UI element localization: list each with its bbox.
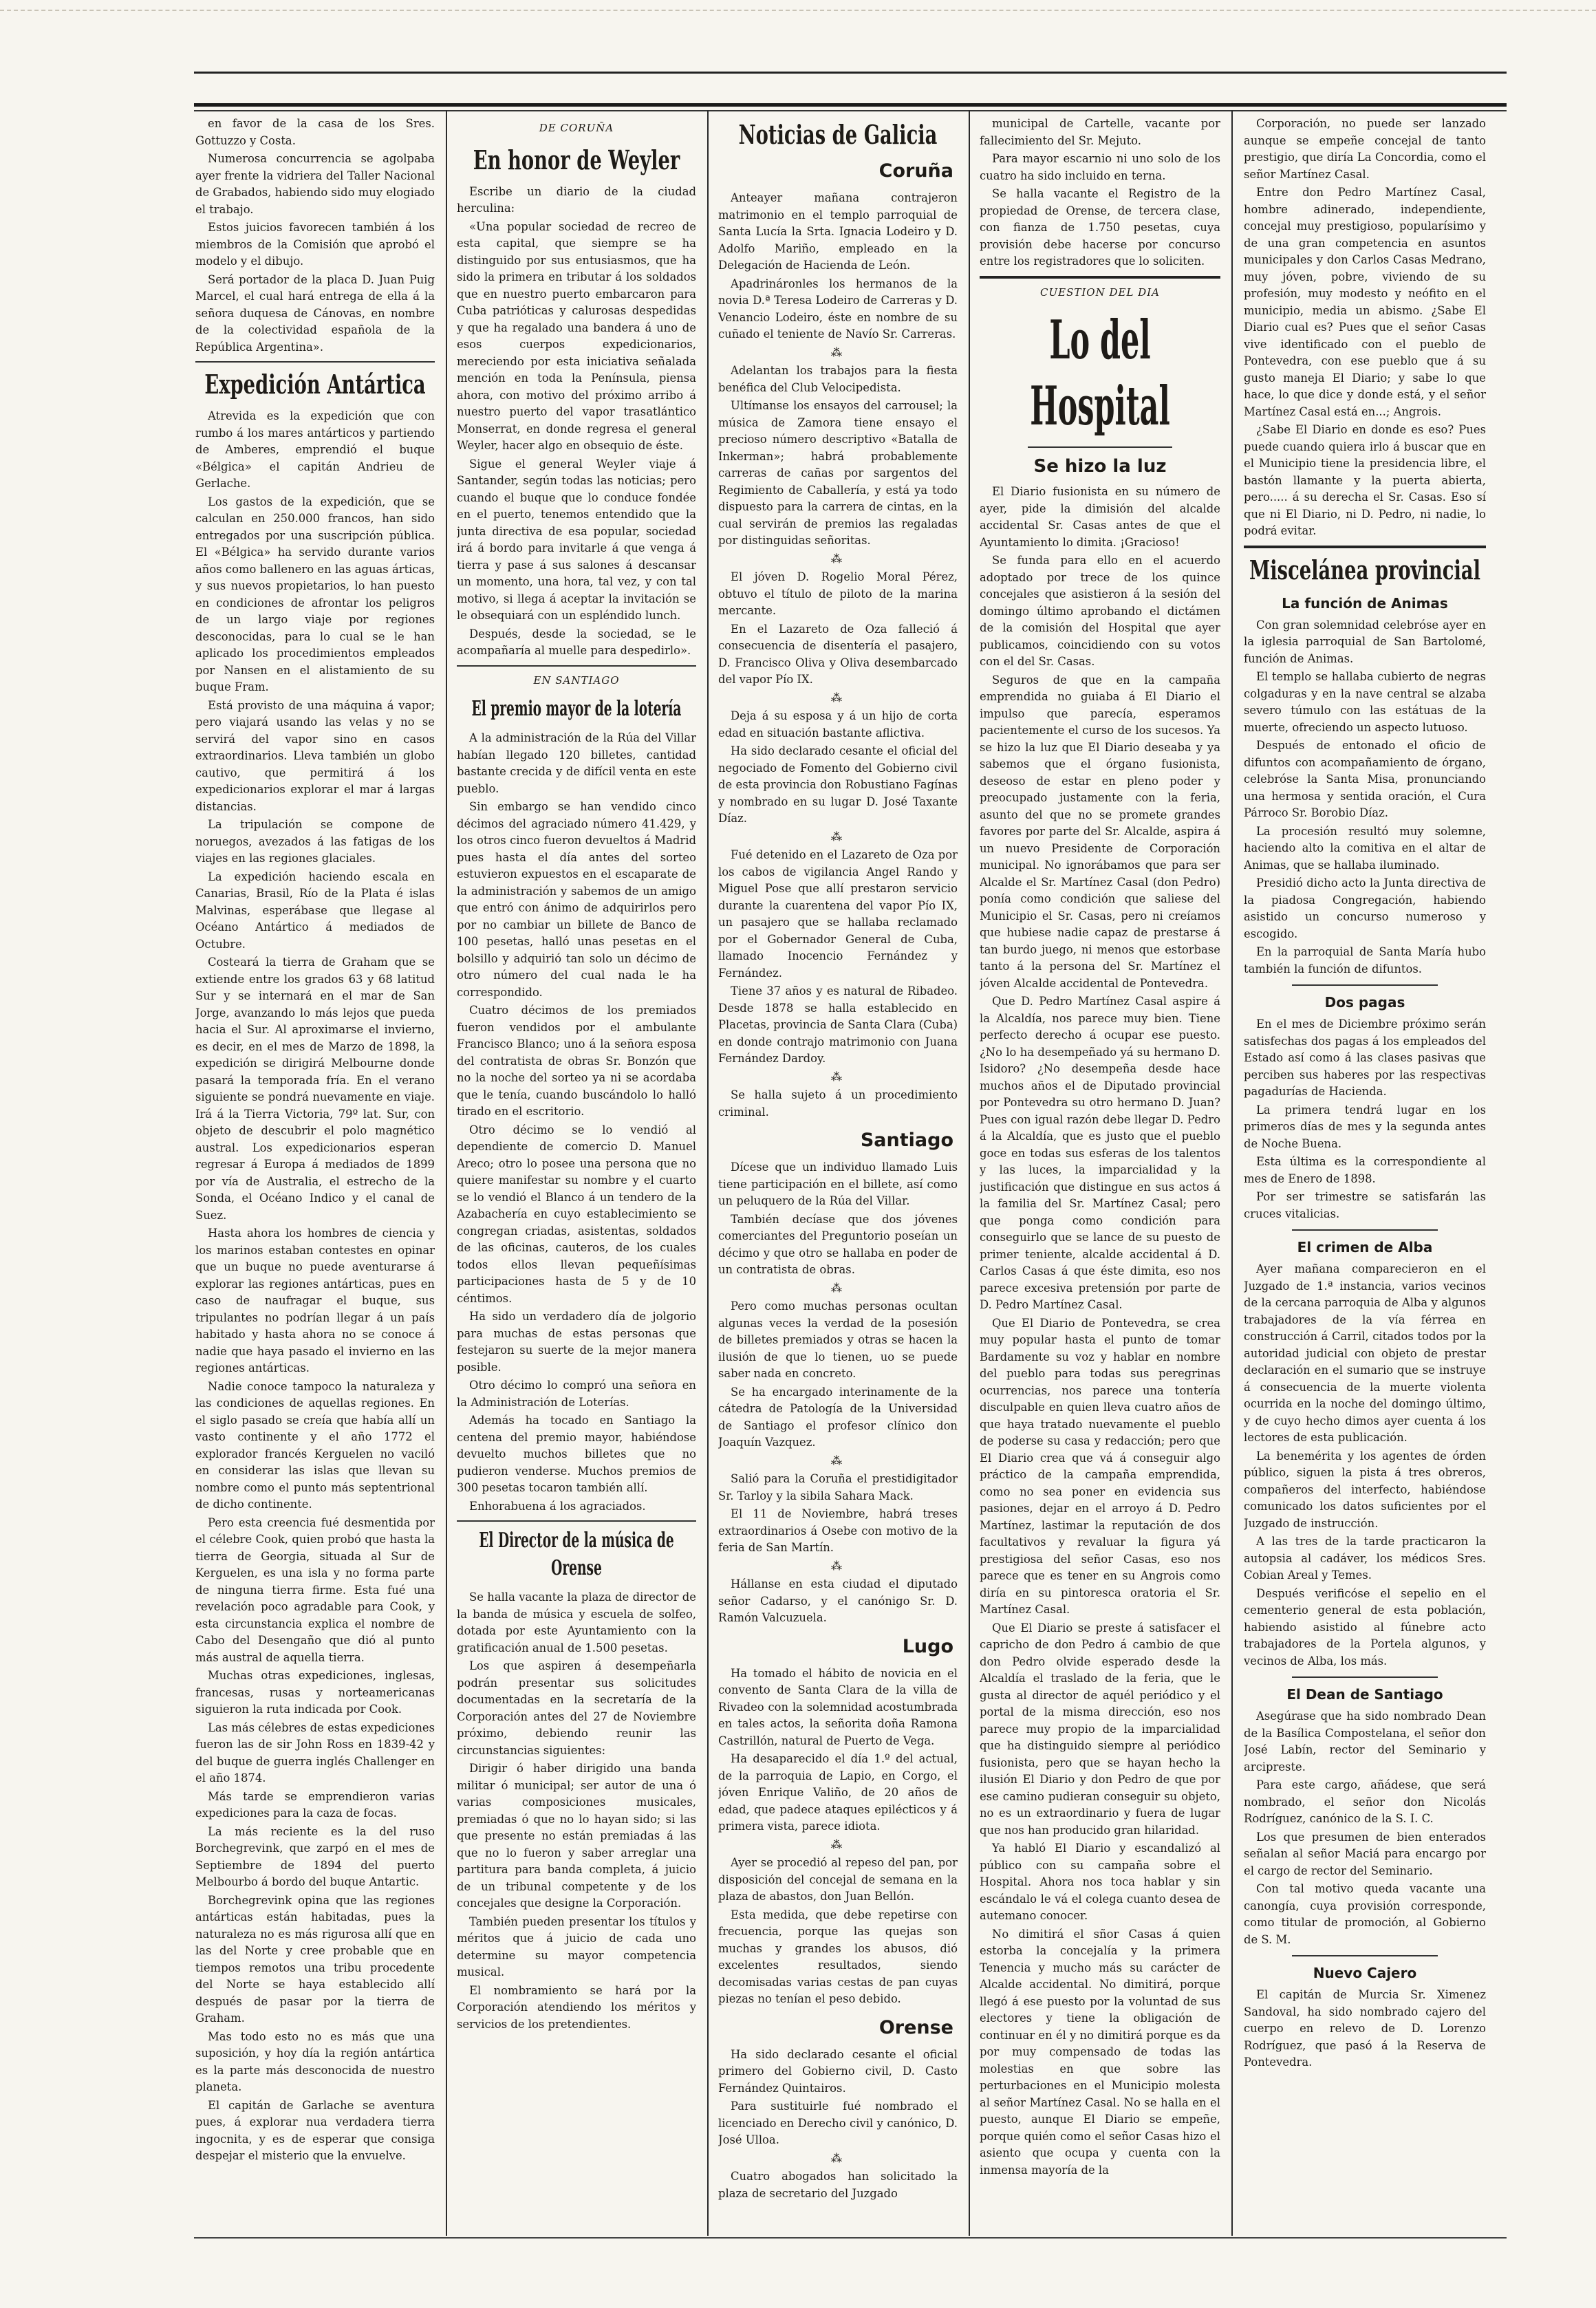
paragraph: Será portador de la placa D. Juan Puig Marcel, el cual hará entrega de ella á la señora duquesa de Cánovas, en nombre de la colectividad española de la República Argentina». bbox=[195, 272, 435, 354]
column-divider bbox=[1231, 110, 1233, 2236]
article-weyler-body bbox=[457, 184, 696, 660]
paragraph: Seguros de que en la campaña emprendida no guiaba á El Diario el impulso que parecía, esperamos pacientemente el curso de los sucesos. Ya se hizo la luz que El Diario deseaba y ya sabemos que el órgano fusionista, deseoso de estar en pleno poder y preocupado justamente con la feria, asunto del que no se promete grandes favores por parte del Sr. Alcalde, aspira á un nuevo Presidente de Corporación municipal. No ignorábamos que para ser Alcalde el Sr. Martínez Casal (don Pedro) ponía como condición que saliese del Municipio el Sr. Casas, pero ni creíamos que hubiese nadie capaz de prestarse á tan burdo juego, ni menos que estorbase tanto á la persona del Sr. Martínez el jóven Alcalde accidental de Pontevedra. bbox=[980, 673, 1220, 990]
paragraph: «Una popular sociedad de recreo de esta capital, que siempre se ha distinguido por sus entusiasmos, que ha sido la primera en tributar á los soldados que en nuestro puerto embarcaron para Cuba patrióticas y calurosas despedidas y que ha regalado una bandera á uno de esos cuerpos expedicionarios, mereciendo por esta iniciativa señalada mención en toda la Península, piensa ahora, con motivo del próximo arribo á nuestro puerto del vapor trasatlántico Monserrat, en donde regresa el general Weyler, hacer algo en obsequio de éste. bbox=[457, 219, 696, 452]
paragraph: En el mes de Diciembre próximo serán satisfechas dos pagas á los empleados del Estado así como á las clases pasivas que perciben sus haberes por las respectivas pagadurías de Hacienda. bbox=[1244, 1017, 1486, 1098]
paragraph: Nadie conoce tampoco la naturaleza y las condiciones de aquellas regiones. En el siglo pasado se creía que había allí un vasto continente y el año 1772 el explorador francés Kerguelen no vaciló en considerar las islas que llevan su nombre como el punto más septentrional de dicho continente. bbox=[195, 1379, 435, 1511]
paragraph: Además ha tocado en Santiago la centena del premio mayor, habiéndose devuelto muchos billetes que no pudieron venderse. Muchos premios de 300 pesetas tocaron también allí. bbox=[457, 1414, 696, 1494]
section-rule bbox=[457, 1520, 696, 1522]
paragraph: Sin embargo se han vendido cinco décimos del agraciado número 41.429, y los otros cinco fueron devueltos á Madrid pues hasta el día antes del sorteo estuvieron expuestos en el escaparate de la administración y sabemos de un amigo que entró con ánimo de adquirirlos pero por no cambiar un billete de Banco de 100 pesetas, halló unas pesetas en el bolsillo y adquirió tan solo un décimo de otro número del cual nada le ha correspondido. bbox=[457, 800, 696, 999]
section-santiago: Santiago bbox=[860, 1130, 953, 1151]
asterism-separator: ⁂ bbox=[830, 1559, 845, 1573]
column-2 bbox=[457, 116, 696, 2228]
paragraph: Que El Diario se preste á satisfacer el capricho de don Pedro á cambio de que don Pedro olvide esperado desde la Alcaldía el traslado de la feria, que le gusta al director de aquél periódico y el portal de la misma dirección, eso nos parece muy propio de la imparcialidad que ha distinguido siempre al periódico fusionista, pero que se hayan hecho la ilusión El Diario y don Pedro de que por ese camino pudieran conseguir su objeto, no es un extraordinario y fuera de lugar que nos han producido gran hilaridad. bbox=[980, 1621, 1220, 1837]
paragraph: Dícese que un individuo llamado Luis tiene participación en el billete, así como un peluquero de la Rúa del Villar. bbox=[718, 1161, 958, 1207]
column-1-intro bbox=[195, 116, 435, 356]
paragraph: Dirigir ó haber dirigido una banda militar ó municipal; ser autor de una ó varias composiciones musicales, premiadas ó que no lo hayan sido; si las que presente no están premiadas á las que no lo fueron y saber arreglar una partitura para banda completa, á juicio de un tribunal competente y de los concejales que designe la Corporación. bbox=[457, 1762, 696, 1910]
paragraph: Para mayor escarnio ni uno solo de los cuatro ha sido incluido en terna. bbox=[980, 152, 1220, 182]
section-rule bbox=[195, 361, 435, 363]
section-santiago-body bbox=[718, 1159, 958, 1627]
paragraph: Ayer se procedió al repeso del pan, por disposición del concejal de semana en la plaza de abastos, don Juan Bellón. bbox=[718, 1856, 958, 1903]
paragraph: Otro décimo se lo vendió al dependiente de comercio D. Manuel Areco; otro lo posee una persona que no quiere manifestar su nombre y el cuarto se lo vendió el Blanco á un tendero de la Azabachería en cuyo establecimiento se congregan criadas, asistentas, soldados de las oficinas, cauteros, de los cuales todos ellos llevan pequeñísimas participaciones hasta de 5 y de 10 céntimos. bbox=[457, 1123, 696, 1305]
paragraph: El jóven D. Rogelio Moral Pérez, obtuvo el título de piloto de la marina mercante. bbox=[718, 570, 958, 617]
paragraph: Cuatro abogados han solicitado la plaza de secretario del Juzgado bbox=[718, 2170, 958, 2200]
paragraph: Entre don Pedro Martínez Casal, hombre adinerado, independiente, concejal muy prestigioso, popularísimo y de una gran competencia en asuntos municipales y don Carlos Casas Medrano, muy jóven, pobre, viviendo de su profesión, muy modesto y neófito en el municipio, media un abismo. ¿Sabe El Diario cual es? Pues que el señor Casas vive identificado con el pueblo de Pontevedra, con ese pueblo que á su gusto maneja El Diario; y sabe lo que hace, lo que dice y donde está, y el señor Martínez Casal está en...; Angrois. bbox=[1244, 186, 1486, 418]
headline-director-musica: El Director de la música de Orense bbox=[479, 1529, 674, 1580]
paragraph: Más tarde se emprendieron varias expediciones para la caza de focas. bbox=[195, 1789, 435, 1820]
column-5-intro bbox=[1244, 116, 1486, 540]
section-rule bbox=[980, 276, 1220, 279]
kicker-de-coruna: DE CORUÑA bbox=[539, 122, 614, 134]
column-5 bbox=[1244, 116, 1486, 2228]
paragraph: Otro décimo lo compró una señora en la Administración de Loterías. bbox=[457, 1379, 696, 1409]
paragraph: La benemérita y los agentes de órden público, siguen la pista á tres obreros, compañeros del interfecto, habiéndose comunicado los datos suficientes por el Juzgado de instrucción. bbox=[1244, 1449, 1486, 1530]
column-divider bbox=[707, 110, 709, 2236]
section-dean-de-santiago: El Dean de Santiago bbox=[1286, 1686, 1443, 1703]
paragraph: Ultímanse los ensayos del carrousel; la música de Zamora tiene ensayo el precioso número descriptivo «Batalla de Inkerman»; habrá probablemente carreras de cañas por sargentos del Regimiento de Caballería, y está ya todo dispuesto para la carrera de cintas, en la cual servirán de premios las regaladas por distinguidas señoritas. bbox=[718, 399, 958, 547]
paragraph: Estos juicios favorecen también á los miembros de la Comisión que aprobó el modelo y el dibujo. bbox=[195, 221, 435, 268]
paragraph: Por ser trimestre se satisfarán las cruces vitalicias. bbox=[1244, 1190, 1486, 1220]
paragraph: También pueden presentar los títulos y méritos que á juicio de cada uno determine su mayor competencia musical. bbox=[457, 1915, 696, 1978]
paragraph: Borchegrevink opina que las regiones antárticas están habitadas, pues la naturaleza no es más rigurosa allí que en las del Norte y cree probable que en tiempos remotos una tribu procedente del Norte se haya establecido allí después de pasar por la tierra de Graham. bbox=[195, 1893, 435, 2025]
paragraph: Pero como muchas personas ocultan algunas veces la verdad de la posesión de billetes premiados y otras se hacen la ilusión de que lo tienen, uo se puede saber nada en concreto. bbox=[718, 1299, 958, 1380]
article-loteria-body bbox=[457, 730, 696, 1515]
paragraph: Atrevida es la expedición que con rumbo á los mares antárticos y partiendo de Amberes, emprendió el buque «Bélgica» el capitán Andrieu de Gerlache. bbox=[195, 409, 435, 490]
paragraph: Se ha encargado interinamente de la cátedra de Patología de la Universidad de Santiago el profesor clínico don Joaquín Vazquez. bbox=[718, 1385, 958, 1449]
paragraph: Ayer mañana comparecieron en el Juzgado de 1.ª instancia, varios vecinos de la cercana parroquia de Alba y algunos trabajadores de la vía férrea en construcción á Carril, citados todos por la autoridad judicial con objeto de prestar declaración en el sumario que se instruye á consecuencia de la muerte violenta ocurrida en la noche del domingo último, y de cuyo hecho dimos ayer cuenta á los lectores de esta publicación. bbox=[1244, 1262, 1486, 1444]
asterism-separator: ⁂ bbox=[830, 1281, 845, 1295]
paragraph: El 11 de Noviembre, habrá treses extraordinarios á Osebe con motivo de la feria de San Martín. bbox=[718, 1507, 958, 1554]
column-1 bbox=[195, 116, 435, 2228]
asterism-separator: ⁂ bbox=[830, 1070, 845, 1083]
paragraph: El capitán de Garlache se aventura pues, á explorar nua verdadera tierra ingocnita, y es de esperar que consiga despejar el misterio que la envuelve. bbox=[195, 2098, 435, 2162]
asterism-separator: ⁂ bbox=[830, 1837, 845, 1851]
paragraph: Muchas otras expediciones, inglesas, francesas, rusas y norteamericanas siguieron la ruta indicada por Cook. bbox=[195, 1669, 435, 1716]
section-rule bbox=[1028, 446, 1172, 448]
paragraph: El nombramiento se hará por la Corporación atendiendo los méritos y servicios de los pretendientes. bbox=[457, 1983, 696, 2031]
paragraph: Para este cargo, añádese, que será nombrado, el señor don Nicolás Rodríguez, canónico de la S. I. C. bbox=[1244, 1778, 1486, 1825]
header-rule bbox=[194, 72, 1507, 74]
asterism-separator: ⁂ bbox=[830, 691, 845, 704]
section-nuevo-cajero: Nuevo Cajero bbox=[1313, 1965, 1417, 1981]
column-4 bbox=[980, 116, 1220, 2228]
kicker-en-santiago: EN SANTIAGO bbox=[533, 673, 620, 687]
section-lugo: Lugo bbox=[902, 1635, 953, 1657]
paragraph: Ha desaparecido el día 1.º del actual, de la parroquia de Lapio, en Corgo, el jóven Enrique Valiño, de 20 años de edad, que padece ataques epilécticos y á primera vista, parece idiota. bbox=[718, 1752, 958, 1833]
footer-rule bbox=[194, 2237, 1507, 2239]
paragraph: Ha tomado el hábito de novicia en el convento de Santa Clara de la villa de Rivadeo con la solemnidad acostumbrada en tales actos, la señorita doña Ramona Castrillón, natural de Puerto de Vega. bbox=[718, 1666, 958, 1747]
paragraph: Escribe un diario de la ciudad herculina: bbox=[457, 184, 696, 215]
paragraph: A la administración de la Rúa del Villar habían llegado 120 billetes, cantidad bastante crecida y de difícil venta en este pueblo. bbox=[457, 731, 696, 795]
asterism-separator: ⁂ bbox=[830, 2151, 845, 2165]
paragraph: Asegúrase que ha sido nombrado Dean de la Basílica Compostelana, el señor don José Labín, rector del Seminario y arcipreste. bbox=[1244, 1710, 1486, 1773]
paragraph: Presidió dicho acto la Junta directiva de la piadosa Congregación, habiendo asistido un concurso numeroso y escogido. bbox=[1244, 876, 1486, 940]
paragraph: Esta medida, que debe repetirse con frecuencia, porque las quejas son muchas y grandes los abusos, dió excelentes resultados, siendo decomisadas varias cestas de pan cuyas piezas no tenían el peso debido. bbox=[718, 1908, 958, 2005]
paragraph: La tripulación se compone de noruegos, avezados á las fatigas de los viajes en las regiones glaciales. bbox=[195, 818, 435, 865]
section-coruna: Coruña bbox=[878, 160, 953, 182]
kicker-cuestion-del-dia: CUESTION DEL DIA bbox=[1040, 285, 1160, 299]
headline-expedicion-antartica: Expedición Antártica bbox=[204, 369, 426, 400]
section-rule bbox=[1292, 984, 1437, 986]
paragraph: Pero esta creencia fué desmentida por el célebre Cook, quien probó que hasta la tierra de Georgia, situada al Sur de Kerguelen, es una isla y no forma parte de ninguna tierra firme. Esta fué una revelación poco agradable para Cook, y esta circunstancia explica el nombre de Cabo del Desengaño que dió al punto más austral de aquella tierra. bbox=[195, 1516, 435, 1664]
paragraph: Las más célebres de estas expediciones fueron las de sir John Ross en 1839-42 y del buque de guerra inglés Challenger en el año 1874. bbox=[195, 1721, 435, 1784]
section-coruna-body bbox=[718, 190, 958, 1121]
section-orense: Orense bbox=[878, 2016, 953, 2038]
paragraph: Que El Diario de Pontevedra, se crea muy popular hasta el punto de tomar Bardamente su voz y hablar en nombre del pueblo para todas sus peregrinas ocurrencias, nos parece una tontería disculpable en quien lleva cuatro años de que haya tratado nuevamente el pueblo de poderse su casa y redacción; pero que El Diario crea que vá á conseguir algo práctico de la campaña emprendida, como no sea poner en evidencia sus pasiones, dejar en el arroyo á D. Pedro Martínez, lastimar la reputación de dos facultativos y revaluar la figura yá prestigiosa del señor Casas, eso nos parece que es tener en su Angrois como diría en su pintoresca oratoria el Sr. Martínez Casal. bbox=[980, 1316, 1220, 1616]
paragraph: Cuatro décimos de los premiados fueron vendidos por el ambulante Francisco Blanco; uno á la señora esposa del contratista de obras Sr. Bonzón que no la noche del sorteo ya ni se acordaba que le tenía, cuando buscándolo lo halló tirado en el escritorio. bbox=[457, 1004, 696, 1118]
paragraph: Para sustituirle fué nombrado el licenciado en Derecho civil y canónico, D. José Ulloa. bbox=[718, 2100, 958, 2146]
paragraph: municipal de Cartelle, vacante por fallecimiento del Sr. Mejuto. bbox=[980, 117, 1220, 147]
section-rule bbox=[1292, 1955, 1437, 1956]
paragraph: ¿Sabe El Diario en donde es eso? Pues puede cuando quiera irlo á buscar que en el Municipio tiene la presidencia libre, el bastón llamante y la puerta abierta, pero..... á su derecha el Sr. Casas. Eso sí que ni El Diario, ni D. Pedro, ni nadie, lo podrá evitar. bbox=[1244, 423, 1486, 537]
scan-edge bbox=[0, 0, 1596, 11]
paragraph: Los que aspiren á desempeñarla podrán presentar sus solicitudes documentadas en la secretaría de la Corporación antes del 27 de Noviembre próximo, debiendo reunir las circunstancias siguientes: bbox=[457, 1659, 696, 1757]
section-rule bbox=[1292, 1229, 1437, 1231]
paragraph: Esta última es la correspondiente al mes de Enero de 1898. bbox=[1244, 1155, 1486, 1185]
column-4-intro bbox=[980, 116, 1220, 270]
paragraph: Tiene 37 años y es natural de Ribadeo. Desde 1878 se halla establecido en Placetas, provincia de Santa Clara (Cuba) en donde contrajo matrimonio con Juana Fernández Dardoy. bbox=[718, 984, 958, 1065]
paragraph: Deja á su esposa y á un hijo de corta edad en situación bastante aflictiva. bbox=[718, 709, 958, 740]
section-lugo-body bbox=[718, 1665, 958, 2008]
paragraph: Hasta ahora los hombres de ciencia y los marinos estaban contestes en opinar que un buque no puede aventurarse á explorar las regiones antárticas, pues en caso de naufragar el buque, sus tripulantes no podrían llegar á un país habitado y hasta ahora no se conoce á nadie que haya pasado el invierno en las regiones antárticas. bbox=[195, 1227, 435, 1374]
paragraph: Costeará la tierra de Graham que se extiende entre los grados 63 y 68 latitud Sur y se internará en el mar de San Jorge, avanzando lo más lejos que pueda hacia el Sur. Al aproximarse el invierno, es decir, en el mes de Marzo de 1898, la expedición se dirigirá Melbourne donde pasará la temporada fría. En el verano siguiente se pondrá nuevamente en viaje. Irá á la Tierra Victoria, 79º lat. Sur, con objeto de descubrir el polo magnético austral. Los expedicionarios esperan regresar á Europa á mediados de 1899 por vía de Australia, el estrecho de la Sonda, el Océano Indico y el canal de Suez. bbox=[195, 956, 435, 1222]
headline-noticias-de-galicia: Noticias de Galicia bbox=[738, 119, 938, 150]
paragraph: en favor de la casa de los Sres. Gottuzzo y Costa. bbox=[195, 117, 435, 147]
paragraph: Apadrináronles los hermanos de la novia D.ª Teresa Lodeiro de Carreras y D. Venancio Lodeiro, éste en nombre de su cuñado el teniente de Navío Sr. Carreras. bbox=[718, 277, 958, 341]
paragraph: También decíase que dos jóvenes comerciantes del Preguntorio poseían un décimo y que otro se hallaba en poder de un contratista de obras. bbox=[718, 1212, 958, 1276]
paragraph: Corporación, no puede ser lanzado aunque se empeñe concejal de tanto prestigio, que diría La Concordia, como el señor Martínez Casal. bbox=[1244, 117, 1486, 181]
paragraph: Se funda para ello en el acuerdo adoptado por trece de los quince concejales que asistieron á la sesión del domingo último aprobando el dictámen de la comisión del Hospital que ayer publicamos, coincidiendo con su votos con el del Sr. Casas. bbox=[980, 554, 1220, 668]
section-dean-body bbox=[1244, 1708, 1486, 1948]
paragraph: Está provisto de una máquina á vapor; pero viajará usando las velas y no se servirá del vapor sino en casos extraordinarios. Lleva también un globo cautivo, que permitirá á los expedicionarios explorar el mar á largas distancias. bbox=[195, 698, 435, 813]
article-hospital-body bbox=[980, 484, 1220, 2179]
paragraph: Ha sido declarado cesante el oficial primero del Gobierno civil, D. Casto Fernández Quintairos. bbox=[718, 2047, 958, 2095]
paragraph: Después de entonado el oficio de difuntos con acompañamiento de órgano, celebróse la Santa Misa, pronunciando una hermosa y sentida oración, el Cura Párroco Sr. Borobio Díaz. bbox=[1244, 739, 1486, 819]
paragraph: Ya habló El Diario y escandalizó al público con su campaña sobre el Hospital. Ahora nos toca hablar y sin escándalo le vá el colega cuanto desea de autemano conocer. bbox=[980, 1842, 1220, 1922]
header-rule-thick bbox=[194, 103, 1507, 107]
section-rule bbox=[1244, 546, 1486, 548]
section-cajero-body bbox=[1244, 1987, 1486, 2071]
section-alba-body bbox=[1244, 1261, 1486, 1670]
paragraph: Anteayer mañana contrajeron matrimonio en el templo parroquial de Santa Lucía la Srta. Ignacia Lodeiro y D. Adolfo Mariño, empleado en la Delegación de Hacienda de León. bbox=[718, 191, 958, 272]
section-crimen-de-alba: El crimen de Alba bbox=[1297, 1239, 1433, 1255]
headline-premio-mayor: El premio mayor de la lotería bbox=[471, 697, 682, 721]
paragraph: Mas todo esto no es más que una suposición, y hoy día la región antártica es la parte más desconocida de nuestro planeta. bbox=[195, 2029, 435, 2093]
section-rule bbox=[1292, 1676, 1437, 1678]
paragraph: Ha sido un verdadero día de jolgorio para muchas de estas personas que festejaron su suerte de la mejor manera posible. bbox=[457, 1310, 696, 1374]
paragraph: Que D. Pedro Martínez Casal aspire á la Alcaldía, nos parece muy bien. Tiene perfecto derecho á ocupar ese puesto. ¿No lo ha desempeñado yá su hermano D. Isidoro? ¿No desempeña desde hace muchos años el de Diputado provincial por Pontevedra su otro hermano D. Juan? Pues con igual razón debe llegar D. Pedro á la Alcaldía, que es justo que el pueblo goce en todas sus esferas de los talentos y las luces, la imparcialidad y la justificación que distingue en sus actos á la familia del Sr. Martínez Casal; pero que ponga como condición para conseguirlo que se lance de su puesto de primer teniente, alcalde accidental á D. Carlos Casas á que éste dimita, eso nos parece excesiva pretensión por parte de D. Pedro Martínez Casal. bbox=[980, 995, 1220, 1311]
section-pagas-body bbox=[1244, 1016, 1486, 1222]
paragraph: El templo se hallaba cubierto de negras colgaduras y en la nave central se alzaba severo túmulo con las estátuas de la muerte, ofreciendo un aspecto lutuoso. bbox=[1244, 670, 1486, 734]
paragraph: Después verificóse el sepelio en el cementerio general de esta población, habiendo asistido al fúnebre acto trabajadores de la Portela algunos, y vecinos de Alba, los más. bbox=[1244, 1586, 1486, 1668]
paragraph: Los que presumen de bien enterados señalan al señor Maciá para encargo por el cargo de rector del Seminario. bbox=[1244, 1830, 1486, 1877]
asterism-separator: ⁂ bbox=[830, 345, 845, 359]
paragraph: Con tal motivo queda vacante una canongía, cuya provisión corresponde, como titular de promoción, al Gobierno de S. M. bbox=[1244, 1882, 1486, 1946]
paragraph: Adelantan los trabajos para la fiesta benéfica del Club Velocipedista. bbox=[718, 364, 958, 394]
asterism-separator: ⁂ bbox=[830, 830, 845, 843]
column-3 bbox=[718, 116, 958, 2228]
paragraph: Fué detenido en el Lazareto de Oza por los cabos de vigilancia Angel Rando y Miguel Pose que allí prestaron servicio durante la cuarentena del vapor Pío IX, un pasajero que se hallaba reclamado por el Gobernador General de Cuba, llamado Inocencio Fernández y Fernández. bbox=[718, 848, 958, 980]
section-dos-pagas: Dos pagas bbox=[1324, 994, 1405, 1011]
column-divider bbox=[446, 110, 447, 2236]
paragraph: El capitán de Murcia Sr. Ximenez Sandoval, ha sido nombrado cajero del cuerpo en relevo de D. Lorenzo Rodríguez, que pasó á la Reserva de Pontevedra. bbox=[1244, 1988, 1486, 2069]
paragraph: Numerosa concurrencia se agolpaba ayer frente la vidriera del Taller Nacional de Grabados, habiendo sido muy elogiado el trabajo. bbox=[195, 152, 435, 216]
paragraph: Hállanse en esta ciudad el diputado señor Cadarso, y el canónigo Sr. D. Ramón Valcuzuela. bbox=[718, 1577, 958, 1624]
header-rule-thin bbox=[194, 110, 1507, 111]
article-expedicion-body bbox=[195, 408, 435, 2165]
paragraph: A las tres de la tarde practicaron la autopsia al cadáver, los médicos Sres. Cobian Areal y Temes. bbox=[1244, 1535, 1486, 1582]
paragraph: Después, desde la sociedad, se le acompañaría al muelle para despedirlo». bbox=[457, 627, 696, 657]
section-rule bbox=[457, 665, 696, 667]
paragraph: Salió para la Coruña el prestidigitador Sr. Tarloy y la sibila Sahara Mack. bbox=[718, 1472, 958, 1502]
section-orense-body bbox=[718, 2047, 958, 2203]
headline-en-honor-de-weyler: En honor de Weyler bbox=[473, 144, 680, 175]
paragraph: La expedición haciendo escala en Canarias, Brasil, Río de la Plata é islas Malvinas, esperábase que llegase al Océano Antártico á mediados de Octubre. bbox=[195, 870, 435, 951]
paragraph: El Diario fusionista en su número de ayer, pide la dimisión del alcalde accidental Sr. Casas antes de que el Ayuntamiento lo dimita. ¡Gracioso! bbox=[980, 485, 1220, 549]
column-divider bbox=[969, 110, 970, 2236]
asterism-separator: ⁂ bbox=[830, 552, 845, 565]
paragraph: La primera tendrá lugar en los primeros días de mes y la segunda antes de Noche Buena. bbox=[1244, 1103, 1486, 1150]
section-animas-body bbox=[1244, 617, 1486, 978]
paragraph: Enhorabuena á los agraciados. bbox=[469, 1499, 646, 1513]
subheadline-se-hizo-la-luz: Se hizo la luz bbox=[1033, 456, 1167, 477]
paragraph: Se halla sujeto á un procedimiento criminal. bbox=[718, 1088, 958, 1119]
headline-lo-del-hospital: Lo del Hospital bbox=[1030, 309, 1170, 438]
asterism-separator: ⁂ bbox=[830, 1454, 845, 1467]
section-funcion-de-animas: La función de Animas bbox=[1282, 594, 1448, 612]
article-musica-body bbox=[457, 1589, 696, 2033]
paragraph: Los gastos de la expedición, que se calculan en 250.000 francos, han sido entregados por una suscripción pública. El «Bélgica» ha servido durante varios años como ballenero en las aguas árticas, y sus nuevos propietarios, lo han puesto en condiciones de afrontar los peligros de un largo viaje por regiones desconocidas, para lo cual se le han aplicado los procedimientos empleados por Nansen en el alistamiento de su buque Fram. bbox=[195, 495, 435, 693]
paragraph: Ha sido declarado cesante el oficial del negociado de Fomento del Gobierno civil de esta provincia don Robustiano Fagínas y nombrado en su lugar D. José Taxante Díaz. bbox=[718, 744, 958, 825]
paragraph: En la parroquial de Santa María hubo también la función de difuntos. bbox=[1244, 945, 1486, 975]
paragraph: Sigue el general Weyler viaje á Santander, según todas las noticias; pero cuando el buque que lo conduce fondée en el puerto, tenemos entendido que la junta directiva de esa popular, sociedad irá á bordo para invitarle á que venga á tierra y pase á sus salones á descansar un momento, una hora, tal vez, y con tal motivo, si llega á aceptar la invitación se le obsequiará con un espléndido lunch. bbox=[457, 457, 696, 622]
paragraph: La más reciente es la del ruso Borchegrevink, que zarpó en el mes de Septiembre de 1894 del puerto Melbourbo á bordo del buque Antartic. bbox=[195, 1824, 435, 1888]
paragraph: En el Lazareto de Oza falleció á consecuencia de disentería el pasajero, D. Francisco Oliva y Oliva desembarcado del vapor Pío IX. bbox=[718, 622, 958, 686]
paragraph: No dimitirá el sñor Casas á quien estorba la concejalía y la primera Tenencia y mucho más su carácter de Alcalde accidental. No dimitirá, porque llegó á ese puesto por la voluntad de sus electores y tiene la obligación de continuar en él y no dimitirá porque es da por muy compensado de todas las molestias en que sobre las perturbaciones en el Municipio molesta al señor Martínez Casal. No se halla en el puesto, aunque El Diario se empeñe, porque quién como el señor Casas hizo el asiento que ocupa y cuenta con la inmensa mayoría de la bbox=[980, 1927, 1220, 2177]
paragraph: Se halla vacante el Registro de la propiedad de Orense, de tercera clase, con fianza de 1.750 pesetas, cuya provisión debe hacerse por concurso entre los registradores que lo soliciten. bbox=[980, 187, 1220, 268]
paragraph: Con gran solemnidad celebróse ayer en la iglesia parroquial de San Bartolomé, función de Animas. bbox=[1244, 618, 1486, 665]
paragraph: La procesión resultó muy solemne, haciendo alto la comitiva en el altar de Animas, que se hallaba iluminado. bbox=[1244, 824, 1486, 872]
headline-miscelanea-provincial: Miscelánea provincial bbox=[1249, 554, 1480, 585]
paragraph: Se halla vacante la plaza de director de la banda de música y escuela de solfeo, dotada por este Ayuntamiento con la gratificación anual de 1.500 pesetas. bbox=[457, 1590, 696, 1654]
